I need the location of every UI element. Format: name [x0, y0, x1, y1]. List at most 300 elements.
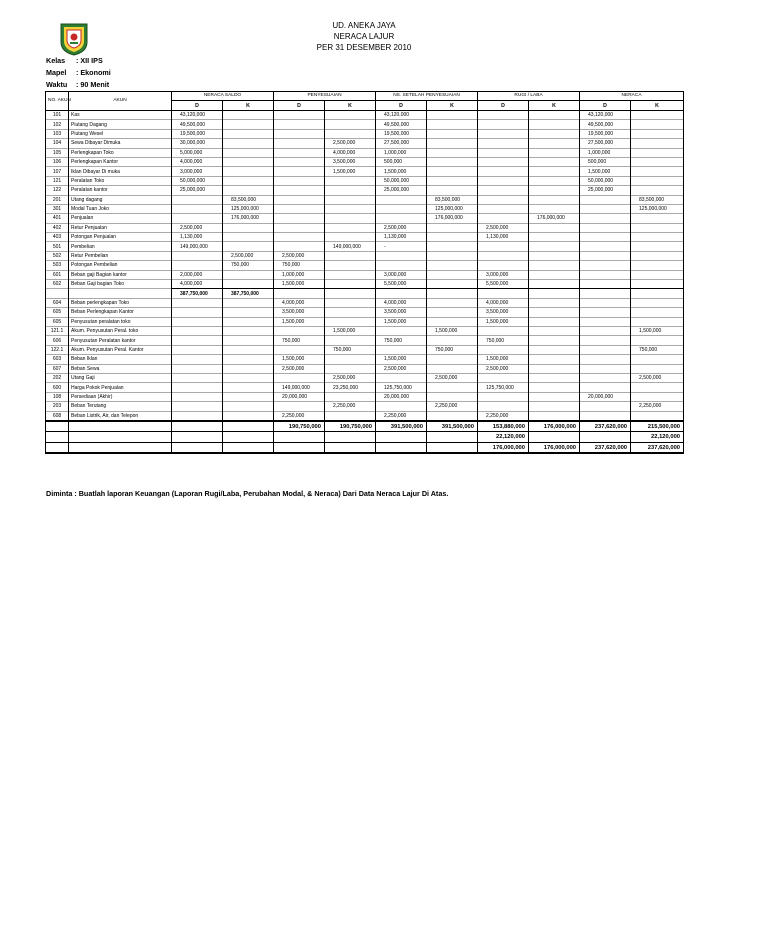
- amount-cell: [529, 364, 580, 373]
- amount-cell: [172, 383, 223, 392]
- amount-cell: 50,000,000: [172, 176, 223, 185]
- account-name: Modal Tuan Joko: [69, 204, 172, 213]
- group-header-ns-setelah-penyesuaian: NS. SETELAH PENYESUAIAN: [376, 92, 478, 101]
- amount-cell: 500,000: [376, 157, 427, 166]
- total-cell: [325, 442, 376, 453]
- instruction-text: Diminta : Buatlah laporan Keuangan (Laporan Rugi/Laba, Perubahan Modal, & Neraca) Dari Data Neraca Lajur Di Atas.: [46, 489, 449, 498]
- amount-cell: 750,000: [427, 345, 478, 354]
- amount-cell: [529, 270, 580, 279]
- amount-cell: [478, 157, 529, 166]
- account-number: 107: [46, 167, 69, 176]
- account-number: [46, 289, 69, 298]
- total-cell: 237,620,000: [631, 442, 684, 453]
- amount-cell: [580, 373, 631, 382]
- amount-cell: [529, 223, 580, 232]
- account-name: Piutang Wesel: [69, 129, 172, 138]
- amount-cell: [223, 308, 274, 317]
- account-name: Perlengkapan Kantor: [69, 157, 172, 166]
- empty-cell: [46, 432, 69, 443]
- amount-cell: [325, 280, 376, 289]
- amount-cell: [529, 383, 580, 392]
- amount-cell: [223, 111, 274, 120]
- amount-cell: [172, 204, 223, 213]
- amount-cell: [529, 345, 580, 354]
- amount-cell: [529, 139, 580, 148]
- worksheet-body: [46, 111, 684, 421]
- account-name: Akum. Penyusutan Peral. Kantor: [69, 345, 172, 354]
- amount-cell: [172, 298, 223, 307]
- amount-cell: 2,250,000: [478, 411, 529, 421]
- amount-cell: [529, 233, 580, 242]
- amount-cell: [580, 233, 631, 242]
- account-number: 121.1: [46, 326, 69, 335]
- account-name: Sewa Dibayar Dimuka: [69, 139, 172, 148]
- amount-cell: [580, 411, 631, 421]
- amount-cell: [478, 242, 529, 251]
- amount-cell: [631, 280, 684, 289]
- amount-cell: [529, 176, 580, 185]
- account-name: Penjualan: [69, 214, 172, 223]
- table-row: [46, 270, 684, 279]
- total-cell: [376, 442, 427, 453]
- amount-cell: 125,750,000: [376, 383, 427, 392]
- info-label: Kelas: [46, 56, 66, 65]
- amount-cell: [274, 289, 325, 298]
- amount-cell: [274, 326, 325, 335]
- amount-cell: [376, 251, 427, 260]
- amount-cell: 149,000,000: [274, 383, 325, 392]
- amount-cell: [631, 186, 684, 195]
- amount-cell: [325, 289, 376, 298]
- amount-cell: 50,000,000: [580, 176, 631, 185]
- amount-cell: [172, 308, 223, 317]
- amount-cell: 750,000: [274, 261, 325, 270]
- col-header-kredit: K: [427, 101, 478, 111]
- col-header-debit: D: [376, 101, 427, 111]
- worksheet-table: [45, 91, 684, 454]
- amount-cell: [478, 345, 529, 354]
- table-row: [46, 402, 684, 411]
- amount-cell: [529, 326, 580, 335]
- total-cell: [376, 432, 427, 443]
- amount-cell: 49,500,000: [376, 120, 427, 129]
- empty-cell: [172, 442, 223, 453]
- amount-cell: [427, 289, 478, 298]
- empty-cell: [172, 421, 223, 432]
- account-name: Beban perlengkapan Toko: [69, 298, 172, 307]
- amount-cell: [529, 355, 580, 364]
- amount-cell: [631, 289, 684, 298]
- account-name: Peralatan kantor: [69, 186, 172, 195]
- amount-cell: [325, 270, 376, 279]
- account-name: Beban Iklan: [69, 355, 172, 364]
- amount-cell: [223, 223, 274, 232]
- amount-cell: [172, 326, 223, 335]
- amount-cell: [478, 120, 529, 129]
- amount-cell: [427, 317, 478, 326]
- amount-cell: [427, 336, 478, 345]
- amount-cell: [529, 251, 580, 260]
- amount-cell: [376, 289, 427, 298]
- amount-cell: [427, 242, 478, 251]
- total-cell: 215,500,000: [631, 421, 684, 432]
- amount-cell: 1,500,000: [478, 355, 529, 364]
- amount-cell: [580, 242, 631, 251]
- amount-cell: [580, 355, 631, 364]
- amount-cell: [580, 261, 631, 270]
- table-row: [46, 233, 684, 242]
- amount-cell: [376, 204, 427, 213]
- amount-cell: [376, 402, 427, 411]
- table-row: [46, 176, 684, 185]
- amount-cell: [631, 233, 684, 242]
- info-value: : 90 Menit: [76, 80, 110, 89]
- amount-cell: 750,000: [223, 261, 274, 270]
- amount-cell: 1,500,000: [427, 326, 478, 335]
- account-number: 106: [46, 157, 69, 166]
- amount-cell: [325, 186, 376, 195]
- amount-cell: [580, 214, 631, 223]
- amount-cell: [478, 373, 529, 382]
- info-kelas: [46, 56, 103, 65]
- account-name: Peralatan Toko: [69, 176, 172, 185]
- table-row: [46, 336, 684, 345]
- amount-cell: [529, 242, 580, 251]
- amount-cell: 4,000,000: [478, 298, 529, 307]
- amount-cell: 1,500,000: [376, 317, 427, 326]
- amount-cell: [427, 411, 478, 421]
- amount-cell: [631, 317, 684, 326]
- amount-cell: [631, 355, 684, 364]
- amount-cell: [172, 355, 223, 364]
- account-name: Piutang Dagang: [69, 120, 172, 129]
- amount-cell: [529, 157, 580, 166]
- amount-cell: 4,000,000: [172, 157, 223, 166]
- account-number: 603: [46, 355, 69, 364]
- amount-cell: [172, 364, 223, 373]
- amount-cell: [631, 251, 684, 260]
- amount-cell: 20,000,000: [274, 392, 325, 401]
- account-number: 608: [46, 411, 69, 421]
- amount-cell: [376, 326, 427, 335]
- amount-cell: [223, 336, 274, 345]
- account-number: 401: [46, 214, 69, 223]
- total-cell: 237,620,000: [580, 442, 631, 453]
- amount-cell: [223, 139, 274, 148]
- amount-cell: [172, 317, 223, 326]
- amount-cell: 83,500,000: [631, 195, 684, 204]
- amount-cell: 83,500,000: [223, 195, 274, 204]
- amount-cell: 176,000,000: [223, 214, 274, 223]
- amount-cell: 2,500,000: [325, 139, 376, 148]
- total-cell: 153,880,000: [478, 421, 529, 432]
- amount-cell: [529, 195, 580, 204]
- total-cell: 22,120,000: [478, 432, 529, 443]
- amount-cell: 2,250,000: [376, 411, 427, 421]
- amount-cell: 25,000,000: [172, 186, 223, 195]
- amount-cell: [478, 139, 529, 148]
- amount-cell: [427, 308, 478, 317]
- amount-cell: [631, 261, 684, 270]
- amount-cell: [529, 280, 580, 289]
- amount-cell: [478, 167, 529, 176]
- info-waktu: [46, 80, 109, 89]
- table-row: [46, 308, 684, 317]
- amount-cell: [223, 298, 274, 307]
- amount-cell: 4,000,000: [376, 298, 427, 307]
- amount-cell: 387,750,000: [172, 289, 223, 298]
- account-name: Beban gaji Bagian kantor: [69, 270, 172, 279]
- account-name: Beban Perlengkapan Kantor: [69, 308, 172, 317]
- account-name: Beban Gaji bagian Toko: [69, 280, 172, 289]
- account-name: Harga Pokok Penjualan: [69, 383, 172, 392]
- amount-cell: [274, 157, 325, 166]
- amount-cell: [274, 129, 325, 138]
- col-header-akun: AKUN: [69, 92, 172, 111]
- amount-cell: [325, 308, 376, 317]
- total-cell: 176,000,000: [478, 442, 529, 453]
- amount-cell: [325, 233, 376, 242]
- amount-cell: [478, 186, 529, 195]
- account-name: [69, 289, 172, 298]
- total-cell: 391,500,000: [427, 421, 478, 432]
- account-number: 402: [46, 223, 69, 232]
- amount-cell: 49,500,000: [580, 120, 631, 129]
- account-name: Perlengkapan Toko: [69, 148, 172, 157]
- amount-cell: 1,500,000: [376, 167, 427, 176]
- amount-cell: [274, 204, 325, 213]
- table-row: [46, 129, 684, 138]
- table-row: [46, 280, 684, 289]
- amount-cell: 1,500,000: [325, 167, 376, 176]
- table-row: [46, 326, 684, 335]
- account-name: Iklan Dibayar Di muka: [69, 167, 172, 176]
- amount-cell: 1,500,000: [274, 317, 325, 326]
- amount-cell: 2,500,000: [427, 373, 478, 382]
- empty-cell: [223, 421, 274, 432]
- account-number: 403: [46, 233, 69, 242]
- account-name: Beban Sewa: [69, 364, 172, 373]
- col-header-kredit: K: [529, 101, 580, 111]
- amount-cell: 750,000: [325, 345, 376, 354]
- amount-cell: 2,500,000: [325, 373, 376, 382]
- amount-cell: [631, 223, 684, 232]
- amount-cell: [376, 261, 427, 270]
- amount-cell: 2,500,000: [631, 373, 684, 382]
- amount-cell: [631, 139, 684, 148]
- amount-cell: 2,000,000: [172, 270, 223, 279]
- amount-cell: 5,000,000: [172, 148, 223, 157]
- account-name: Pembelian: [69, 242, 172, 251]
- amount-cell: [631, 392, 684, 401]
- amount-cell: 2,500,000: [478, 364, 529, 373]
- group-header-penyesuaian: PENYESUAIAN: [274, 92, 376, 101]
- amount-cell: 3,500,000: [376, 308, 427, 317]
- amount-cell: [172, 373, 223, 382]
- account-number: 101: [46, 111, 69, 120]
- amount-cell: 2,500,000: [478, 223, 529, 232]
- table-row: [46, 223, 684, 232]
- account-number: 600: [46, 383, 69, 392]
- amount-cell: [172, 261, 223, 270]
- amount-cell: [529, 402, 580, 411]
- amount-cell: 3,500,000: [325, 157, 376, 166]
- amount-cell: [478, 214, 529, 223]
- amount-cell: [223, 120, 274, 129]
- amount-cell: [580, 289, 631, 298]
- amount-cell: [223, 345, 274, 354]
- amount-cell: [478, 326, 529, 335]
- amount-cell: [223, 355, 274, 364]
- account-name: Retur Pembelian: [69, 251, 172, 260]
- col-header-kredit: K: [325, 101, 376, 111]
- amount-cell: [325, 176, 376, 185]
- amount-cell: 19,500,000: [376, 129, 427, 138]
- amount-cell: [580, 345, 631, 354]
- table-row: [46, 195, 684, 204]
- amount-cell: [427, 120, 478, 129]
- amount-cell: [223, 148, 274, 157]
- amount-cell: [631, 364, 684, 373]
- amount-cell: 1,500,000: [376, 355, 427, 364]
- account-number: 202: [46, 373, 69, 382]
- amount-cell: [478, 148, 529, 157]
- amount-cell: [172, 336, 223, 345]
- amount-cell: [325, 317, 376, 326]
- amount-cell: [427, 148, 478, 157]
- amount-cell: 43,120,000: [376, 111, 427, 120]
- amount-cell: [172, 411, 223, 421]
- amount-cell: [223, 326, 274, 335]
- account-number: 602: [46, 280, 69, 289]
- account-number: 122.1: [46, 345, 69, 354]
- account-name: Utang Gaji: [69, 373, 172, 382]
- amount-cell: [529, 298, 580, 307]
- amount-cell: [631, 298, 684, 307]
- amount-cell: 4,000,000: [274, 298, 325, 307]
- amount-cell: 25,000,000: [580, 186, 631, 195]
- amount-cell: 2,500,000: [274, 364, 325, 373]
- subtotal-row: [46, 289, 684, 298]
- account-number: 501: [46, 242, 69, 251]
- amount-cell: [580, 270, 631, 279]
- amount-cell: [427, 176, 478, 185]
- amount-cell: [478, 289, 529, 298]
- amount-cell: 750,000: [478, 336, 529, 345]
- amount-cell: [274, 167, 325, 176]
- amount-cell: [427, 261, 478, 270]
- table-row: [46, 148, 684, 157]
- amount-cell: [223, 242, 274, 251]
- amount-cell: [631, 176, 684, 185]
- account-number: 122: [46, 186, 69, 195]
- amount-cell: [172, 402, 223, 411]
- amount-cell: 176,000,000: [427, 214, 478, 223]
- amount-cell: [274, 402, 325, 411]
- account-number: 606: [46, 336, 69, 345]
- amount-cell: [580, 364, 631, 373]
- amount-cell: 125,000,000: [631, 204, 684, 213]
- account-name: Retur Penjualan: [69, 223, 172, 232]
- table-row: [46, 214, 684, 223]
- amount-cell: [631, 411, 684, 421]
- info-label: Waktu: [46, 80, 68, 89]
- amount-cell: 4,000,000: [172, 280, 223, 289]
- amount-cell: [325, 120, 376, 129]
- table-row: [46, 167, 684, 176]
- total-row: [46, 442, 684, 453]
- col-header-debit: D: [478, 101, 529, 111]
- amount-cell: 1,500,000: [274, 355, 325, 364]
- account-name: Utang dagang: [69, 195, 172, 204]
- col-header-debit: D: [172, 101, 223, 111]
- amount-cell: [529, 129, 580, 138]
- table-row: [46, 317, 684, 326]
- group-header-neraca: NERACA: [580, 92, 684, 101]
- amount-cell: 149,000,000: [325, 242, 376, 251]
- amount-cell: [529, 148, 580, 157]
- amount-cell: 2,500,000: [223, 251, 274, 260]
- amount-cell: [580, 402, 631, 411]
- amount-cell: 1,130,000: [376, 233, 427, 242]
- amount-cell: 3,000,000: [376, 270, 427, 279]
- amount-cell: [223, 129, 274, 138]
- table-row: [46, 242, 684, 251]
- report-period: PER 31 DESEMBER 2010: [316, 43, 412, 52]
- amount-cell: [427, 355, 478, 364]
- amount-cell: 125,000,000: [427, 204, 478, 213]
- amount-cell: [529, 261, 580, 270]
- info-mapel: [46, 68, 111, 77]
- table-row: [46, 120, 684, 129]
- amount-cell: 3,000,000: [172, 167, 223, 176]
- total-row: [46, 432, 684, 443]
- account-number: 605: [46, 317, 69, 326]
- total-row: [46, 421, 684, 432]
- amount-cell: [325, 261, 376, 270]
- amount-cell: [427, 364, 478, 373]
- account-name: Akum. Penyusutan Peral. toko: [69, 326, 172, 335]
- account-name: Potongan Pembelian: [69, 261, 172, 270]
- amount-cell: 49,500,000: [172, 120, 223, 129]
- amount-cell: [580, 251, 631, 260]
- amount-cell: [478, 195, 529, 204]
- amount-cell: [325, 364, 376, 373]
- amount-cell: 3,000,000: [478, 270, 529, 279]
- table-row: [46, 392, 684, 401]
- total-cell: 22,120,000: [631, 432, 684, 443]
- amount-cell: 43,120,000: [172, 111, 223, 120]
- account-number: 121: [46, 176, 69, 185]
- amount-cell: 2,500,000: [376, 223, 427, 232]
- amount-cell: [274, 195, 325, 204]
- table-row: [46, 411, 684, 421]
- amount-cell: [274, 148, 325, 157]
- group-header-neraca-saldo: NERACA SALDO: [172, 92, 274, 101]
- amount-cell: [580, 298, 631, 307]
- company-name: UD. ANEKA JAYA: [332, 21, 396, 30]
- table-row: [46, 355, 684, 364]
- amount-cell: [631, 336, 684, 345]
- amount-cell: 2,250,000: [325, 402, 376, 411]
- amount-cell: [274, 242, 325, 251]
- amount-cell: [325, 214, 376, 223]
- total-cell: 190,750,000: [325, 421, 376, 432]
- amount-cell: 1,130,000: [478, 233, 529, 242]
- amount-cell: [427, 167, 478, 176]
- amount-cell: [427, 223, 478, 232]
- amount-cell: [631, 308, 684, 317]
